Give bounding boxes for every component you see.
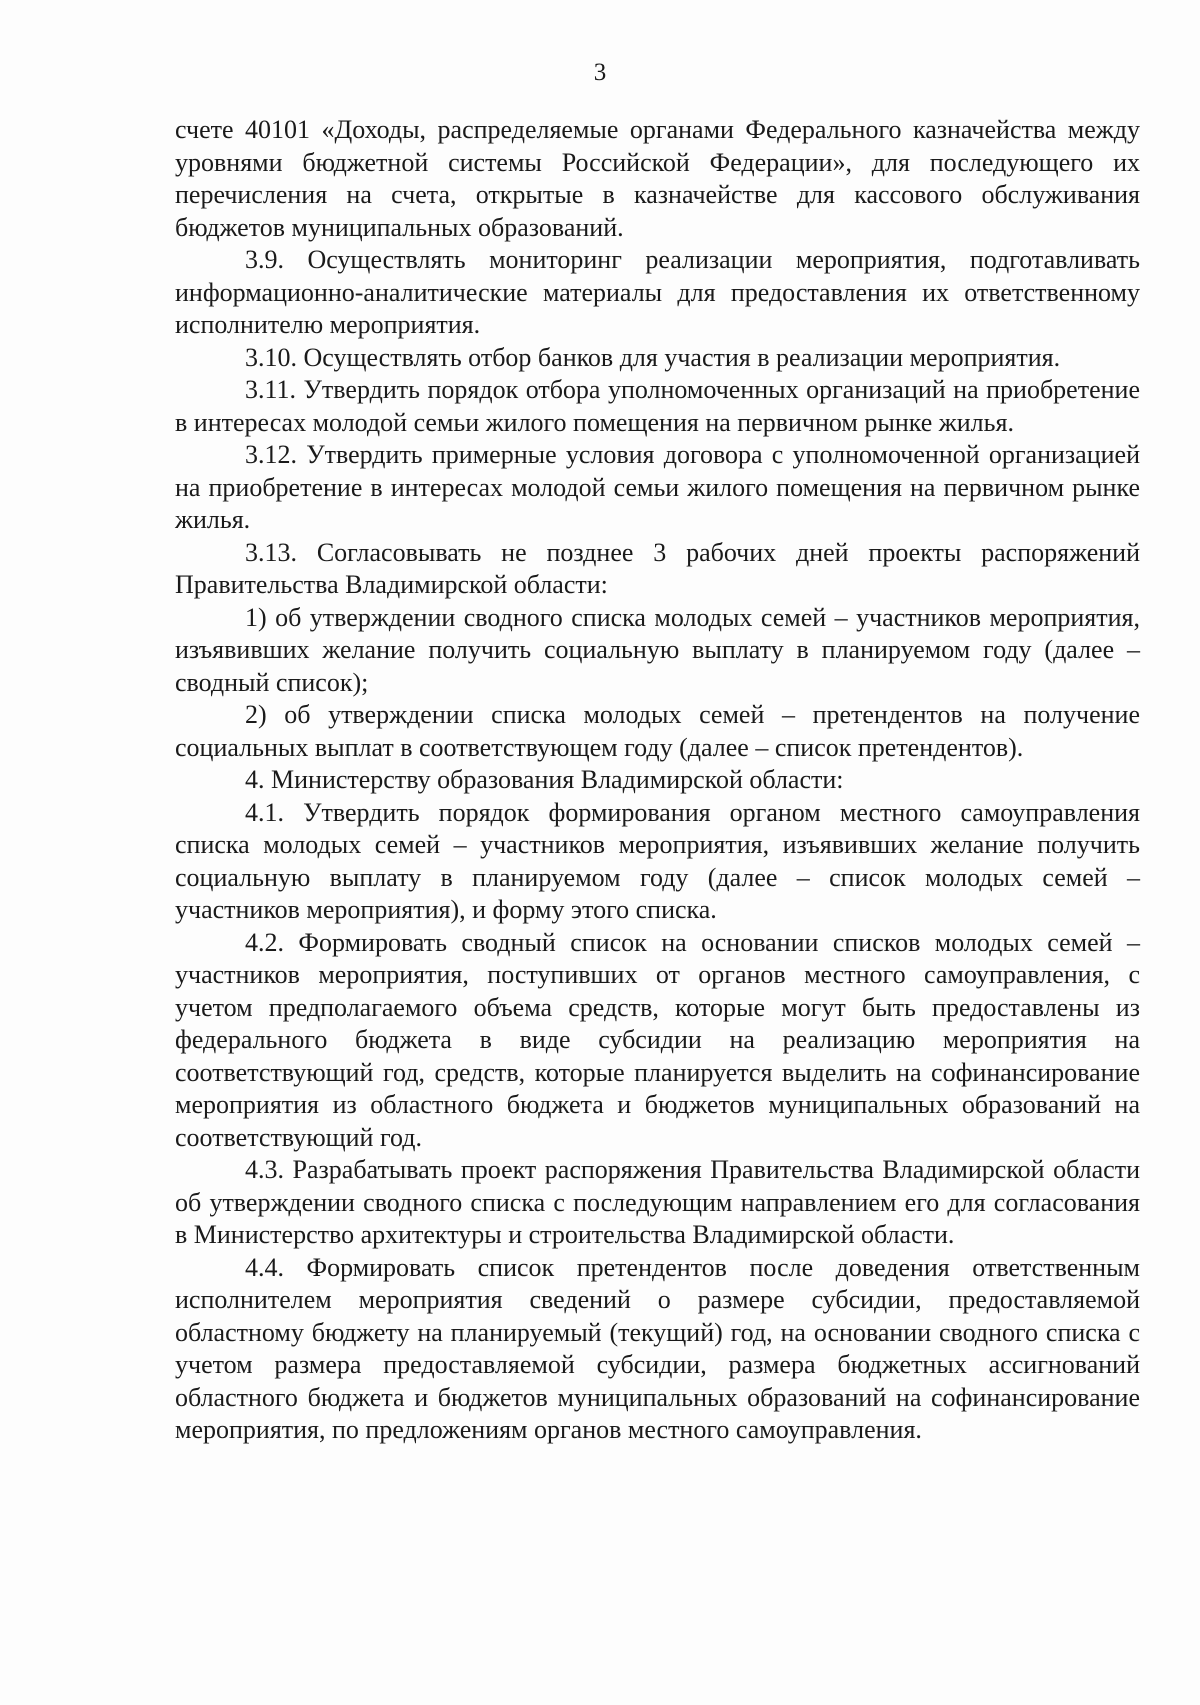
paragraph-3-13-item-1: 1) об утверждении сводного списка молодых семей – участников мероприятия, изъявивших желание получить социальную выплату в планируемом году (далее – сводный список); <box>175 602 1140 697</box>
paragraph-3-13-item-2: 2) об утверждении списка молодых семей – претендентов на получение социальных выплат в соответствующем году (далее – список претендентов). <box>175 700 1140 762</box>
paragraph-4: 4. Министерству образования Владимирской области: <box>245 765 844 794</box>
paragraph-4-1: 4.1. Утвердить порядок формирования органом местного самоуправления списка молодых семей – участников мероприятия, изъявивших желание получить социальную выплату в планируемом году (далее – список молодых семей – участников мероприятия), и форму этого списка. <box>175 797 1140 924</box>
paragraph-4-3: 4.3. Разрабатывать проект распоряжения Правительства Владимирской области об утверждении сводного списка с последующим направлением его для согласования в Министерство архитектуры и строительства Владимирской области. <box>175 1155 1140 1249</box>
paragraph-3-9: 3.9. Осуществлять мониторинг реализации мероприятия, подготавливать информационно-аналитические материалы для предоставления их ответственному исполнителю мероприятия. <box>175 245 1140 339</box>
paragraph-4-4: 4.4. Формировать список претендентов после доведения ответственным исполнителем мероприятия сведений о размере субсидии, предоставляемой областному бюджету на планируемый (текущий) год, на основании сводного списка с учетом размера предоставляемой субсидии, размера бюджетных ассигнований областного бюджета и бюджетов муниципальных образований на софинансирование мероприятия, по предложениям органов местного самоуправления. <box>175 1252 1140 1444</box>
document-body <box>175 114 1140 1447</box>
paragraph-3-12: 3.12. Утвердить примерные условия договора с уполномоченной организацией на приобретение в интересах молодой семьи жилого помещения на первичном рынке жилья. <box>175 440 1140 534</box>
paragraph-continuation: счете 40101 «Доходы, распределяемые органами Федерального казначейства между уровнями бюджетной системы Российской Федерации», для последующего их перечисления на счета, открытые в казначействе для кассового обслуживания бюджетов муниципальных образований. <box>175 115 1140 242</box>
paragraph-3-13: 3.13. Согласовывать не позднее 3 рабочих дней проекты распоряжений Правительства Владимирской области: <box>175 537 1140 599</box>
paragraph-3-11: 3.11. Утвердить порядок отбора уполномоченных организаций на приобретение в интересах молодой семьи жилого помещения на первичном рынке жилья. <box>175 375 1140 437</box>
paragraph-3-10: 3.10. Осуществлять отбор банков для участия в реализации мероприятия. <box>245 342 1061 372</box>
page-number: 3 <box>593 59 607 86</box>
paragraph-4-2: 4.2. Формировать сводный список на основании списков молодых семей – участников мероприятия, поступивших от органов местного самоуправления, с учетом предполагаемого объема средств, которые могут быть предоставлены из федерального бюджета в виде субсидии на реализацию мероприятия на соответствующий год, средств, которые планируется выделить на софинансирование мероприятия из областного бюджета и бюджетов муниципальных образований на соответствующий год. <box>175 927 1140 1152</box>
